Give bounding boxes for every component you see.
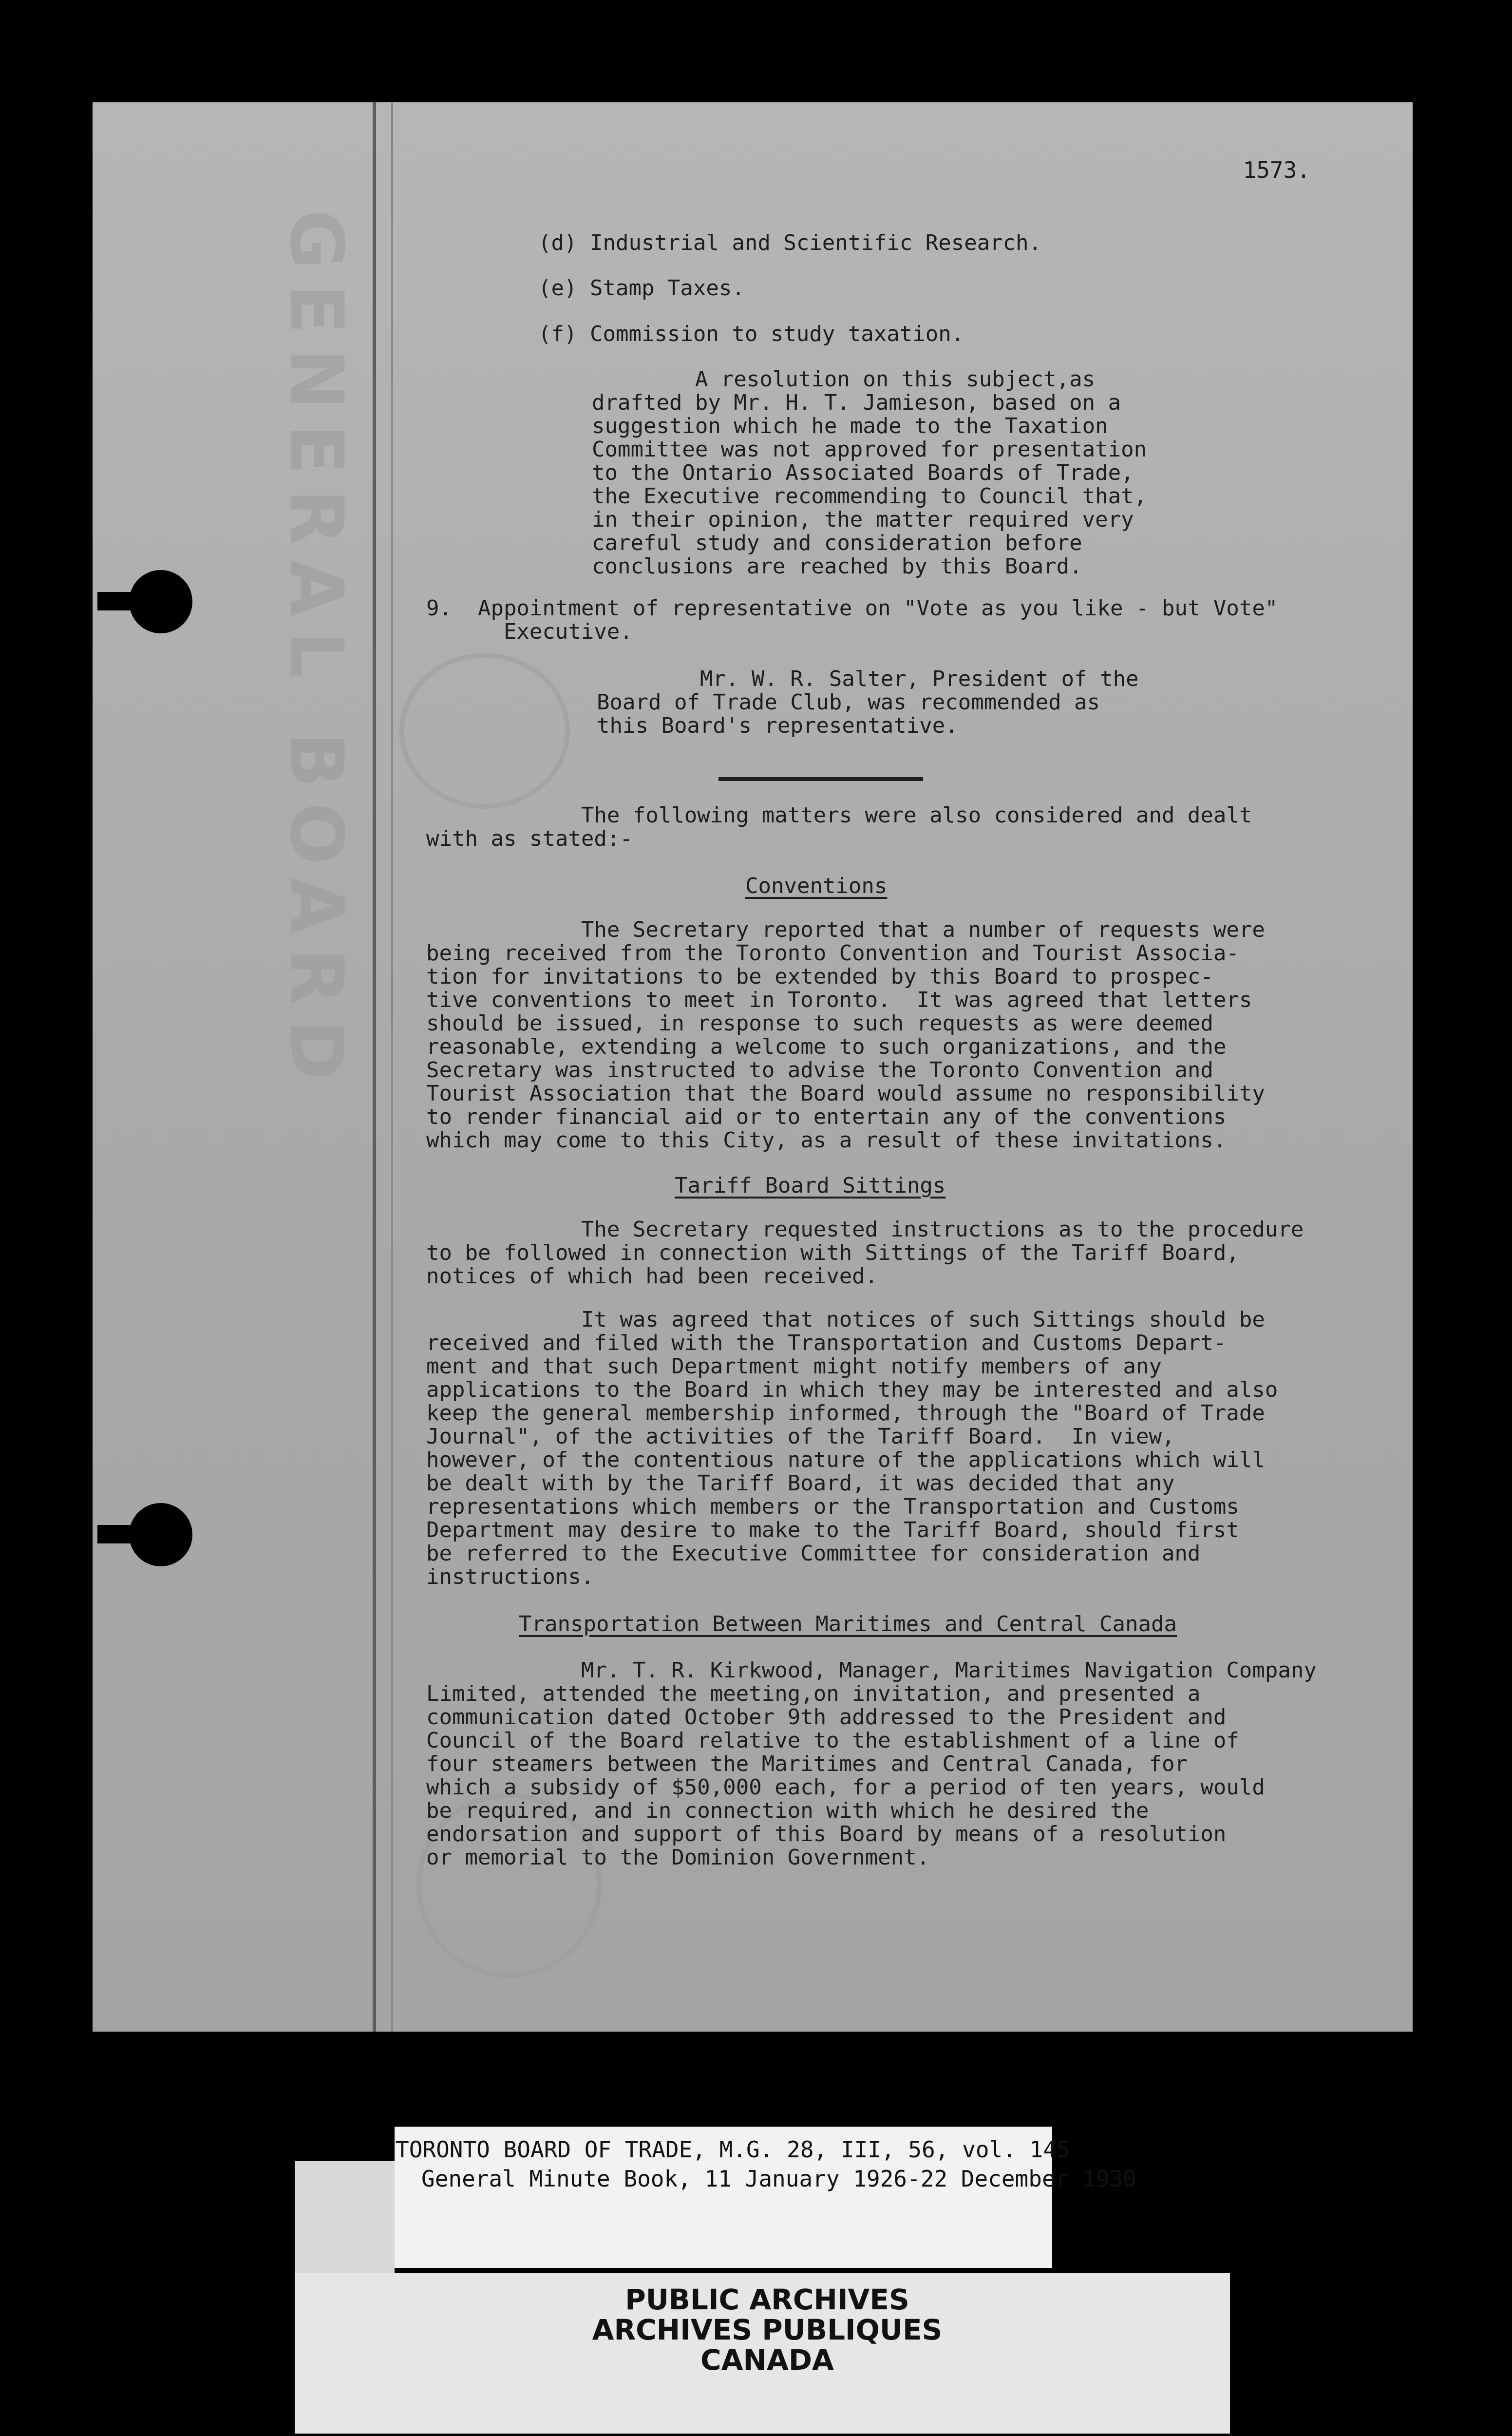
item-9: 9. Appointment of representative on "Vote as you like - but Vote" Executive. <box>426 596 1278 644</box>
page-number: 1573. <box>1243 157 1310 183</box>
conventions-paragraph: The Secretary reported that a number of requests were being received from the Toronto Convention and Tourist Associa- tion for invitations to be extended by this Board to prospec- tive conventions to meet in Toronto. It was agreed that letters should be issued, in response to such requests as were deemed reasonable, extending a welcome to such organizations, and the Secretary was instructed to advise the Toronto Convention and Tourist Association that the Board would assume no responsibility to render financial aid or to entertain any of the conventions which may come to this City, as a result of these invitations. <box>426 917 1265 1153</box>
archive-description-line: General Minute Book, 11 January 1926-22 December 1930 <box>421 2166 1136 2192</box>
margin-line <box>373 102 376 2032</box>
archives-publiques-title: ARCHIVES PUBLIQUES <box>592 2313 943 2346</box>
list-item: (f) Commission to study taxation. <box>538 322 964 346</box>
margin-line-secondary <box>391 102 393 2032</box>
list-item: (d) Industrial and Scientific Research. <box>538 230 1042 255</box>
conventions-heading: Conventions <box>745 874 888 898</box>
resolution-paragraph: A resolution on this subject,as drafted by Mr. H. T. Jamieson, based on a suggestion which he made to the Taxation Committee was not approved for presentation to the Ontario Associated Boards of Trade, the Executive recommending to Council that, in their opinion, the matter required very careful study and consideration before conclusions are reached by this Board. <box>592 367 1147 579</box>
tariff-paragraph-2: It was agreed that notices of such Sittings should be received and filed with the Transportation and Customs Depart- ment and that such Department might notify members of any applications to the Board in which they may be interested and also keep the general membership informed, through the "Board of Trade Journal", of the activities of the Tariff Board. In view, however, of the contentious nature of the applications which will be dealt with by the Tariff Board, it was decided that any representations which members or the Transportation and Customs Department may desire to make to the Tariff Board, should first be referred to the Executive Committee for consideration and instructions. <box>426 1307 1278 1589</box>
faded-seal <box>399 653 570 809</box>
tariff-paragraph-1: The Secretary requested instructions as to the procedure to be followed in connection with Sittings of the Tariff Board, notices of which had been received. <box>426 1217 1304 1289</box>
section-divider <box>718 777 923 781</box>
transportation-paragraph: Mr. T. R. Kirkwood, Manager, Maritimes Navigation Company Limited, attended the meeting,on invitation, and presented a communication dated October 9th addressed to the President and Council of the Board relative to the establishment of a line of four steamers between the Maritimes and Central Canada, for which a subsidy of $50,000 each, for a period of ten years, would be required, and in connection with which he desired the endorsation and support of this Board by means of a resolution or memorial to the Dominion Government. <box>426 1658 1317 1870</box>
tariff-heading: Tariff Board Sittings <box>675 1173 946 1198</box>
transportation-heading: Transportation Between Maritimes and Central Canada <box>519 1612 1177 1637</box>
public-archives-title: PUBLIC ARCHIVES <box>625 2283 909 2316</box>
list-item: (e) Stamp Taxes. <box>538 276 745 301</box>
archive-reference-line: TORONTO BOARD OF TRADE, M.G. 28, III, 56, vol. 145 <box>396 2136 1070 2163</box>
salter-paragraph: Mr. W. R. Salter, President of the Board of Trade Club, was recommended as this Board's representative. <box>597 666 1139 738</box>
canada-title: CANADA <box>700 2343 834 2377</box>
binder-hole <box>129 1503 192 1566</box>
label-left-panel <box>295 2161 395 2273</box>
binder-hole <box>129 570 192 633</box>
following-matters-paragraph: The following matters were also considered and dealt with as stated:- <box>426 803 1252 851</box>
document-page <box>93 102 1413 2032</box>
label-black-tab <box>1062 2127 1228 2273</box>
faded-stamp: GENERAL BOARD <box>274 209 359 1095</box>
